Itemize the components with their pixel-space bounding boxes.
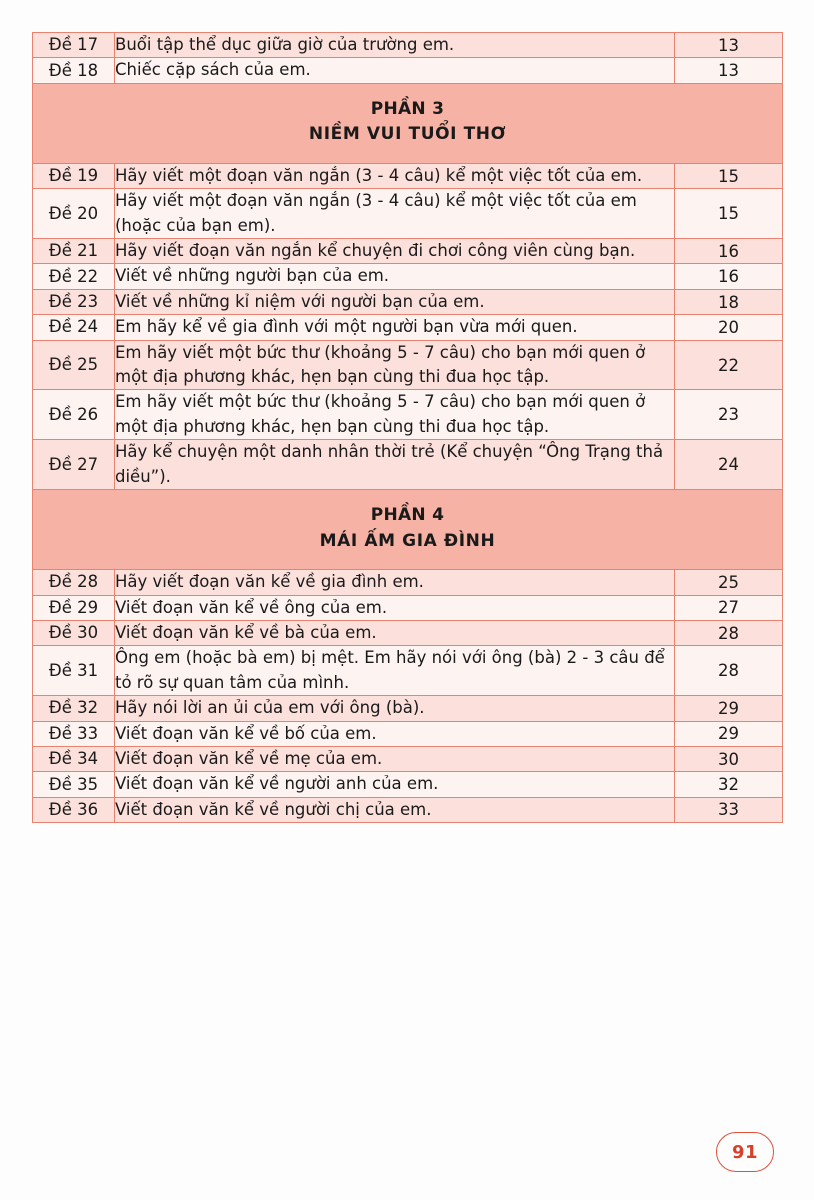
section-subtitle: MÁI ẤM GIA ĐÌNH (319, 530, 496, 551)
section-header-row (33, 83, 783, 163)
section-header-cell (33, 83, 783, 163)
entry-page-number: 23 (675, 390, 783, 440)
entry-page-number: 16 (675, 239, 783, 264)
entry-page-number: 18 (675, 289, 783, 314)
entry-code: Đề 28 (33, 570, 115, 595)
table-row (33, 746, 783, 771)
entry-title: Viết về những kỉ niệm với người bạn của em. (115, 289, 675, 314)
entry-title: Buổi tập thể dục giữa giờ của trường em. (115, 33, 675, 58)
entry-title: Hãy viết đoạn văn ngắn kể chuyện đi chơi công viên cùng bạn. (115, 239, 675, 264)
table-row (33, 646, 783, 696)
entry-page-number: 25 (675, 570, 783, 595)
entry-page-number: 20 (675, 315, 783, 340)
table-row (33, 289, 783, 314)
entry-title: Em hãy viết một bức thư (khoảng 5 - 7 câu) cho bạn mới quen ở một địa phương khác, hẹn bạn cùng thi đua học tập. (115, 390, 675, 440)
entry-title: Em hãy kể về gia đình với một người bạn vừa mới quen. (115, 315, 675, 340)
entry-page-number: 22 (675, 340, 783, 390)
table-row (33, 797, 783, 822)
entry-title: Chiếc cặp sách của em. (115, 58, 675, 83)
entry-page-number: 15 (675, 163, 783, 188)
table-body (33, 33, 783, 823)
table-of-contents (32, 32, 783, 823)
entry-page-number: 29 (675, 721, 783, 746)
table-row (33, 189, 783, 239)
entry-title: Viết đoạn văn kể về mẹ của em. (115, 746, 675, 771)
entry-code: Đề 20 (33, 189, 115, 239)
table-row (33, 239, 783, 264)
table-row (33, 340, 783, 390)
entry-page-number: 16 (675, 264, 783, 289)
section-header-cell (33, 490, 783, 570)
entry-title: Hãy viết đoạn văn kể về gia đình em. (115, 570, 675, 595)
entry-page-number: 32 (675, 772, 783, 797)
entry-code: Đề 18 (33, 58, 115, 83)
entry-page-number: 13 (675, 33, 783, 58)
entry-title: Viết về những người bạn của em. (115, 264, 675, 289)
entry-page-number: 28 (675, 646, 783, 696)
entry-title: Viết đoạn văn kể về ông của em. (115, 595, 675, 620)
entry-page-number: 29 (675, 696, 783, 721)
page-number-text: 91 (731, 1141, 759, 1163)
entry-title: Hãy nói lời an ủi của em với ông (bà). (115, 696, 675, 721)
entry-code: Đề 35 (33, 772, 115, 797)
table-row (33, 595, 783, 620)
entry-title: Em hãy viết một bức thư (khoảng 5 - 7 câu) cho bạn mới quen ở một địa phương khác, hẹn bạn cùng thi đua học tập. (115, 340, 675, 390)
entry-code: Đề 27 (33, 440, 115, 490)
entry-code: Đề 33 (33, 721, 115, 746)
table-row (33, 33, 783, 58)
entry-page-number: 13 (675, 58, 783, 83)
page-number-badge (716, 1132, 774, 1172)
entry-code: Đề 32 (33, 696, 115, 721)
section-title: PHẦN 4 (370, 505, 445, 526)
entry-code: Đề 24 (33, 315, 115, 340)
entry-code: Đề 25 (33, 340, 115, 390)
entry-code: Đề 34 (33, 746, 115, 771)
entry-code: Đề 36 (33, 797, 115, 822)
entry-title: Hãy kể chuyện một danh nhân thời trẻ (Kể chuyện “Ông Trạng thả diều”). (115, 440, 675, 490)
entry-page-number: 15 (675, 189, 783, 239)
entry-page-number: 30 (675, 746, 783, 771)
table-row (33, 264, 783, 289)
table-row (33, 390, 783, 440)
entry-title: Hãy viết một đoạn văn ngắn (3 - 4 câu) kể một việc tốt của em (hoặc của bạn em). (115, 189, 675, 239)
section-title: PHẦN 3 (370, 98, 445, 119)
entry-title: Ông em (hoặc bà em) bị mệt. Em hãy nói với ông (bà) 2 - 3 câu để tỏ rõ sự quan tâm của mình. (115, 646, 675, 696)
entry-title: Viết đoạn văn kể về bà của em. (115, 620, 675, 645)
entry-code: Đề 23 (33, 289, 115, 314)
entry-code: Đề 30 (33, 620, 115, 645)
table-row (33, 570, 783, 595)
table-row (33, 772, 783, 797)
entry-title: Hãy viết một đoạn văn ngắn (3 - 4 câu) kể một việc tốt của em. (115, 163, 675, 188)
entry-code: Đề 22 (33, 264, 115, 289)
entry-code: Đề 21 (33, 239, 115, 264)
entry-page-number: 33 (675, 797, 783, 822)
entry-page-number: 27 (675, 595, 783, 620)
entry-title: Viết đoạn văn kể về người anh của em. (115, 772, 675, 797)
entry-page-number: 28 (675, 620, 783, 645)
entry-title: Viết đoạn văn kể về bố của em. (115, 721, 675, 746)
table-row (33, 58, 783, 83)
table-row (33, 315, 783, 340)
entry-title: Viết đoạn văn kể về người chị của em. (115, 797, 675, 822)
table-row (33, 620, 783, 645)
entry-code: Đề 31 (33, 646, 115, 696)
entry-page-number: 24 (675, 440, 783, 490)
table-row (33, 696, 783, 721)
table-row (33, 440, 783, 490)
section-subtitle: NIỀM VUI TUỔI THƠ (308, 124, 507, 145)
section-header-row (33, 490, 783, 570)
entry-code: Đề 17 (33, 33, 115, 58)
table-row (33, 721, 783, 746)
entry-code: Đề 26 (33, 390, 115, 440)
entry-code: Đề 29 (33, 595, 115, 620)
entry-code: Đề 19 (33, 163, 115, 188)
table-row (33, 163, 783, 188)
